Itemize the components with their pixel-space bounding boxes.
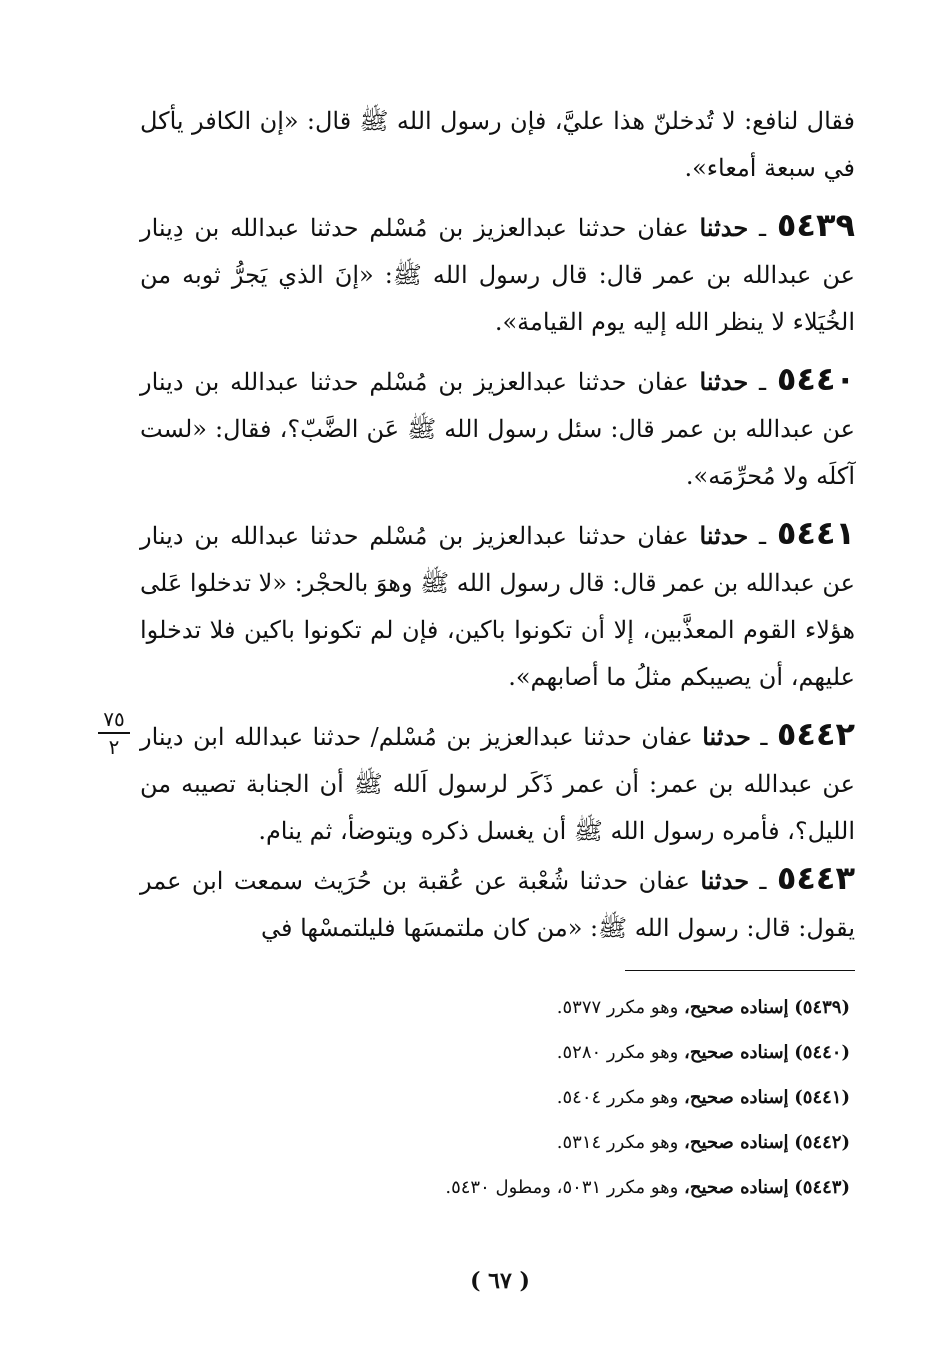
footnote-separator	[625, 970, 855, 971]
footnote	[380, 1075, 850, 1120]
hadith-text: عفان حدثنا عبدالعزيز بن مُسْلم حدثنا عبدالله بن دينار عن عبدالله بن عمر قال: سئل رسول الله ﷺ عَن الضَّبّ؟، فقال: «لست آكلَه ولا مُحرِّمَه».	[140, 368, 855, 490]
footnote	[380, 1030, 850, 1075]
hadith-lead: حدثنا	[702, 722, 751, 751]
footnote-label: (٥٤٣٩)	[794, 997, 850, 1018]
main-text	[140, 98, 855, 952]
footnote-label: (٥٤٤٢)	[794, 1132, 850, 1153]
margin-ref-top: ٧٥	[103, 707, 125, 731]
hadith-lead: حدثنا	[699, 213, 749, 242]
footnote-label: (٥٤٤٣)	[794, 1177, 850, 1198]
footnote-text: وهو مكرر ٥٣٧٧.	[556, 997, 679, 1018]
footnote-text: وهو مكرر ٥٢٨٠.	[556, 1042, 679, 1063]
hadith-lead: حدثنا	[699, 367, 749, 396]
hadith-lead: حدثنا	[699, 521, 749, 550]
hadith-number: ٥٤٤١	[776, 514, 855, 552]
hadith-text: عفان حدثنا عبدالعزيز بن مُسْلم حدثنا عبدالله بن دينار عن عبدالله بن عمر قال: قال رسول الله ﷺ وهوَ بالحجْر: «لا تدخلوا عَلى هؤلاء القوم المعذَّبين، إلا أن تكونوا باكين، فإن لم تكونوا باكين فلا تدخلوا عليهم، أن يصيبكم مثلُ ما أصابهم».	[140, 522, 856, 691]
margin-ref-bottom: ٢	[108, 735, 120, 759]
footnote-label: (٥٤٤١)	[794, 1087, 850, 1108]
footnote-grade: إسناده صحيح،	[684, 1087, 789, 1108]
hadith-lead: حدثنا	[700, 866, 750, 895]
hadith-number: ٥٤٤٠	[776, 360, 855, 398]
hadith-5441	[140, 510, 855, 701]
hadith-5442	[140, 711, 855, 855]
hadith-5443	[140, 855, 855, 952]
footnote	[380, 1165, 850, 1210]
footnote-text: وهو مكرر ٥٤٠٤.	[556, 1087, 679, 1108]
hadith-number: ٥٤٣٩	[776, 206, 855, 244]
margin-page-reference	[92, 708, 136, 758]
footnote-text: وهو مكرر ٥٣١٤.	[556, 1132, 679, 1153]
hadith-text: عفان حدثنا عبدالعزيز بن مُسْلم حدثنا عبدالله بن دِينار عن عبدالله بن عمر قال: قال رسول الله ﷺ: «إنَ الذي يَجرُّ ثوبه من الخُيَلاء لا ينظر الله إليه يوم القيامة».	[140, 214, 855, 336]
footnote	[380, 1120, 850, 1165]
footnote-grade: إسناده صحيح،	[684, 1042, 789, 1063]
dash: ـ	[750, 723, 768, 751]
intro-paragraph	[140, 98, 855, 192]
footnote-grade: إسناده صحيح،	[684, 997, 789, 1018]
dash: ـ	[748, 214, 767, 242]
hadith-5440	[140, 356, 855, 500]
dash: ـ	[749, 867, 767, 895]
intro-text: فقال لنافع: لا تُدخلنّ هذا عليَّ، فإن رسول الله ﷺ قال: «إن الكافر يأكل في سبعة أمعاء».	[140, 107, 855, 182]
hadith-text: عفان حدثنا شُعْبة عن عُقبة بن حُرَيث سمعت ابن عمر يقول: قال: رسول الله ﷺ: «من كان ملتمسَها فليلتمسْها في	[140, 867, 855, 942]
hadith-5439	[140, 202, 855, 346]
footnote	[380, 985, 850, 1030]
footnote-grade: إسناده صحيح،	[684, 1132, 789, 1153]
dash: ـ	[748, 368, 767, 396]
footnote-grade: إسناده صحيح،	[684, 1177, 789, 1198]
hadith-number: ٥٤٤٢	[776, 715, 855, 753]
page-number: ( ٦٧ )	[470, 1268, 530, 1294]
margin-ref-divider	[98, 732, 130, 734]
dash: ـ	[748, 522, 767, 550]
hadith-number: ٥٤٤٣	[776, 859, 855, 897]
hadith-text: عفان حدثنا عبدالعزيز بن مُسْلم/ حدثنا عبدالله ابن دينار عن عبدالله بن عمر: أن عمر ذَكَر لرسول اَلله ﷺ أن الجنابة تصيبه من الليل؟، فأمره رسول الله ﷺ أن يغسل ذكره ويتوضأ، ثم ينام.	[140, 723, 855, 845]
footnote-label: (٥٤٤٠)	[794, 1042, 850, 1063]
footnote-text: وهو مكرر ٥٠٣١، ومطول ٥٤٣٠.	[445, 1177, 679, 1198]
footnotes	[380, 985, 850, 1210]
